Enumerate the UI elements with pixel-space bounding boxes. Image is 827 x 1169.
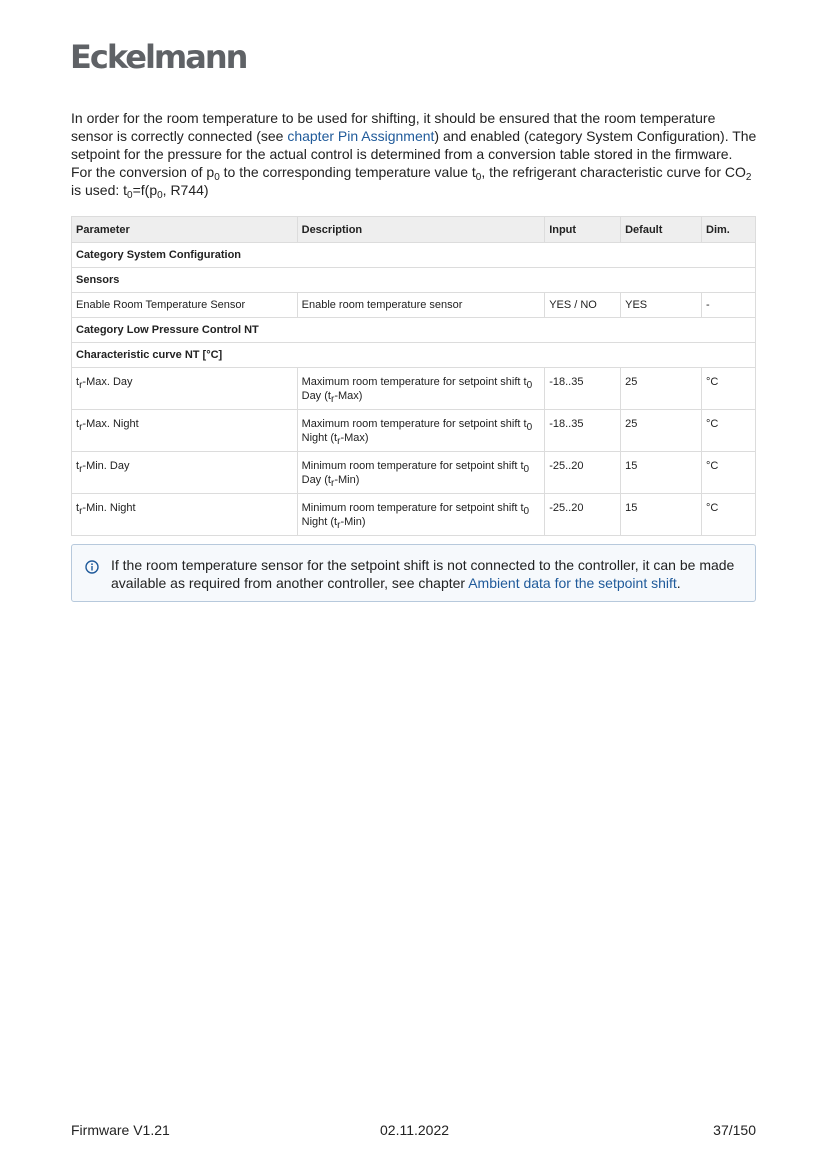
category-system-configuration: Category System Configuration: [72, 243, 756, 268]
note-text: If the room temperature sensor for the setpoint shift is not connected to the controller, it can be made available as required from another controller, see chapter Ambient data for the setpoint shift.: [111, 557, 735, 591]
dim-cell: °C: [702, 452, 756, 494]
intro-paragraph: In order for the room temperature to be used for shifting, it should be ensured that the room temperature sensor is correctly connected (see chapter Pin Assignment) and enabled (category System Configuration). The setpoint for the pressure for the actual control is determined from a conversion table stored in the firmware. For the conversion of $p_0$ to the corresponding temperature value $t_0$, the refrigerant characteristic curve for $CO_2$ is used: $t_0=f(p_0$, R744): [71, 110, 757, 201]
description-cell: Enable room temperature sensor: [297, 293, 545, 318]
col-header-default: Default: [621, 217, 702, 243]
category-characteristic-curve: Characteristic curve NT [°C]: [72, 343, 756, 368]
description-cell: Maximum room temperature for setpoint shift $t_0$ Night $(t_r-Max)$: [297, 410, 545, 452]
param-cell: $t_r$-Min. Night: [72, 494, 298, 536]
input-cell: -18..35: [545, 410, 621, 452]
dim-cell: °C: [702, 494, 756, 536]
info-note: [71, 544, 756, 602]
company-logo: Eckelmann: [70, 38, 247, 76]
col-header-description: Description: [297, 217, 545, 243]
param-cell: $t_r$-Min. Day: [72, 452, 298, 494]
table-row: [72, 293, 756, 318]
description-cell: Minimum room temperature for setpoint shift $t_0$ Night $(t_r-Min)$: [297, 494, 545, 536]
default-cell: YES: [621, 293, 702, 318]
param-cell: $t_r$-Max. Night: [72, 410, 298, 452]
category-row: [72, 343, 756, 368]
table-row: [72, 410, 756, 452]
param-cell: $t_r$-Max. Day: [72, 368, 298, 410]
table-row: [72, 368, 756, 410]
category-low-pressure-control: Category Low Pressure Control NT: [72, 318, 756, 343]
info-icon: [85, 560, 99, 574]
input-cell: -25..20: [545, 494, 621, 536]
description-cell: Maximum room temperature for setpoint shift $t_0$ Day $(t_r-Max)$: [297, 368, 545, 410]
default-cell: 15: [621, 452, 702, 494]
category-row: [72, 268, 756, 293]
ambient-data-link[interactable]: Ambient data for the setpoint shift: [468, 575, 677, 591]
footer-date: 02.11.2022: [380, 1122, 450, 1138]
dim-cell: °C: [702, 368, 756, 410]
footer-firmware: Firmware V1.21: [71, 1122, 170, 1138]
dim-cell: -: [702, 293, 756, 318]
param-cell: Enable Room Temperature Sensor: [72, 293, 298, 318]
default-cell: 25: [621, 368, 702, 410]
pin-assignment-link[interactable]: chapter Pin Assignment: [287, 128, 435, 144]
table-row: [72, 452, 756, 494]
description-cell: Minimum room temperature for setpoint shift $t_0$ Day $(t_r-Min)$: [297, 452, 545, 494]
footer-page-number: 37/150: [713, 1122, 756, 1138]
category-row: [72, 243, 756, 268]
table-header-row: [72, 217, 756, 243]
col-header-input: Input: [545, 217, 621, 243]
col-header-parameter: Parameter: [72, 217, 298, 243]
col-header-dim: Dim.: [702, 217, 756, 243]
input-cell: -18..35: [545, 368, 621, 410]
category-row: [72, 318, 756, 343]
category-sensors: Sensors: [72, 268, 756, 293]
parameter-table: [71, 216, 756, 536]
input-cell: YES / NO: [545, 293, 621, 318]
default-cell: 25: [621, 410, 702, 452]
default-cell: 15: [621, 494, 702, 536]
table-row: [72, 494, 756, 536]
input-cell: -25..20: [545, 452, 621, 494]
dim-cell: °C: [702, 410, 756, 452]
